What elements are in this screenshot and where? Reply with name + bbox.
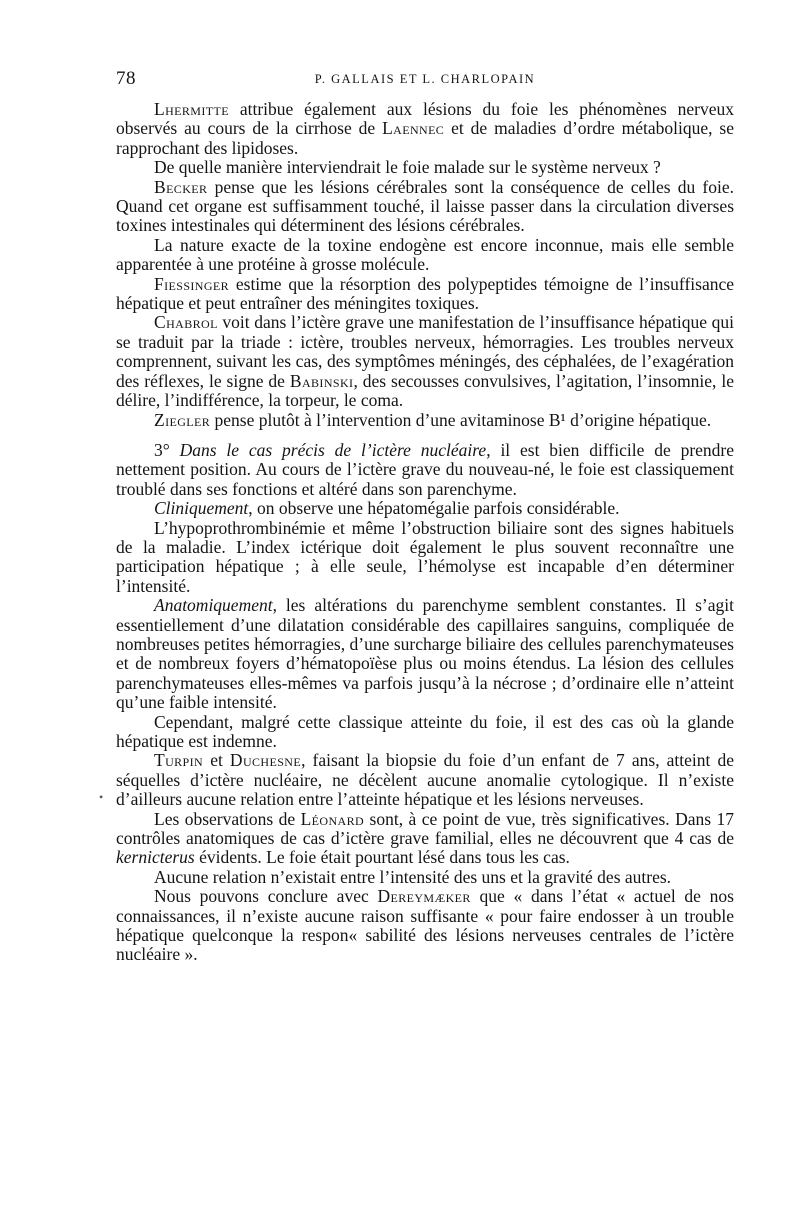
margin-mark: • — [99, 790, 104, 804]
author-name: Duchesne — [229, 750, 302, 771]
author-name: Becker — [154, 176, 208, 197]
text-run: , faisant la biopsie du foie d’un enfant de 7 ans, atteint de séquelles d’ictère nucléaire, ne décèlent aucune anomalie cytologique. Il n’existe d’ailleurs aucune relation entre l’atteinte hépatique et les lésions nerveuses. — [116, 750, 734, 810]
text-run: Nous pouvons conclure avec — [154, 886, 378, 907]
text-run: et de maladies d’ordre métabolique, se rapprochant des lipidoses. — [116, 118, 734, 158]
paragraph — [116, 713, 734, 752]
paragraph — [116, 411, 734, 430]
text-run: Cependant, malgré cette classique atteinte du foie, il est des cas où la glande hépatique est indemne. — [116, 711, 734, 751]
text-run: Aucune relation n’existait entre l’intensité des uns et la gravité des autres. — [154, 866, 672, 887]
author-name: Léonard — [300, 808, 365, 829]
paragraph — [116, 810, 734, 868]
text-run: attribue également aux lésions du foie les phénomènes nerveux observés au cours de la cirrhose de — [116, 99, 734, 139]
paragraph — [116, 313, 734, 410]
author-name: Laennec — [382, 118, 445, 139]
text-run: , des secousses convulsives, l’agitation, l’insomnie, le délire, l’indifférence, la torpeur, le coma. — [116, 370, 735, 411]
paragraph — [116, 178, 734, 236]
text-run: , les altérations du parenchyme semblent constantes. Il s’agit essentiellement d’une dilatation considérable des capillaires sanguins, compliquée de nombreuses petites hémorragies, d’une surcharge biliaire des cellules parenchymateuses et de nombreux foyers d’hématopoïèse plus ou moins étendus. La lésion des cellules parenchymateuses elles-mêmes va parfois jusqu’à la nécrose ; d’ordinaire elle n’atteint qu’une faible intensité. — [116, 595, 734, 713]
text-run: L’hypoprothrombinémie et même l’obstruction biliaire sont des signes habituels de la maladie. L’index ictérique doit également le plus souvent reconnaître une participation hépatique ; à elle seule, l’hémolyse est incapable d’en déterminer l’intensité. — [116, 517, 734, 596]
text-run: , il est bien difficile de prendre nettement position. Au cours de l’ictère grave du nouveau-né, le foie est classiquement troublé dans ses fonctions et altéré dans son parenchyme. — [116, 439, 735, 499]
text-run: La nature exacte de la toxine endogène est encore inconnue, mais elle semble apparentée à une protéine à grosse molécule. — [116, 234, 734, 275]
body-text — [116, 100, 734, 965]
text-run: voit dans l’ictère grave une manifestation de l’insuffisance hépatique qui se traduit par la triade : ictère, troubles nerveux, hémorragies. Les troubles nerveux comprennent, suivant les cas, des symptômes méningés, des céphalées, de l’exagération des réflexes, le signe de — [116, 312, 734, 391]
paragraph — [116, 158, 734, 177]
italic-text: Cliniquement — [154, 498, 249, 519]
italic-text: kernicterus — [116, 847, 195, 868]
paragraph — [116, 499, 734, 518]
paragraph — [116, 441, 734, 499]
italic-text: Anatomiquement — [154, 595, 273, 616]
text-run: estime que la résorption des polypeptides témoigne de l’insuffisance hépatique et peut entraîner des méningites toxiques. — [116, 273, 734, 314]
paragraph — [116, 100, 734, 158]
paragraph — [116, 751, 734, 809]
paragraph — [116, 275, 734, 314]
paragraph — [116, 887, 734, 965]
author-name: Ziegler — [154, 409, 211, 430]
text-run: pense plutôt à l’intervention d’une avitaminose B¹ d’origine hépatique. — [210, 409, 712, 430]
text-run: évidents. Le foie était pourtant lésé dans tous les cas. — [194, 847, 570, 868]
italic-text: Dans le cas précis de l’ictère nucléaire — [179, 439, 487, 460]
running-head: P. GALLAIS ET L. CHARLOPAIN — [314, 72, 536, 86]
author-name: Lhermitte — [154, 99, 229, 119]
paragraph — [116, 519, 734, 597]
author-name: Dereymæker — [377, 886, 471, 907]
author-name: Babinski — [289, 370, 354, 391]
text-run: et — [203, 750, 230, 771]
paragraph — [116, 868, 734, 887]
text-run: que « dans l’état « actuel de nos connaissances, il n’existe aucune raison suffisante « pour faire endosser à un trouble hépatique quelconque la respon« sabilité des lésions nerveuses centrales de l’ictère nucléaire ». — [116, 886, 734, 965]
author-name: Chabrol — [154, 312, 218, 333]
text-run: Les observations de — [154, 808, 301, 829]
paragraph — [116, 596, 734, 712]
text-run: , on observe une hépatomégalie parfois considérable. — [248, 498, 620, 519]
page-number: 78 — [116, 68, 136, 89]
author-name: Fiessinger — [154, 273, 230, 294]
text-run: pense que les lésions cérébrales sont la conséquence de celles du foie. Quand cet organe est suffisamment touché, il laisse passer dans la circulation diverses toxines intestinales qui déterminent des lésions cérébrales. — [116, 176, 734, 236]
text-run: De quelle manière interviendrait le foie malade sur le système nerveux ? — [154, 157, 661, 178]
text-run: 3° — [154, 439, 180, 460]
paragraph — [116, 236, 734, 275]
author-name: Turpin — [154, 750, 204, 771]
text-run: sont, à ce point de vue, très significatives. Dans 17 contrôles anatomiques de cas d’ictère grave familial, elles ne découvrent que 4 cas de — [116, 808, 734, 849]
